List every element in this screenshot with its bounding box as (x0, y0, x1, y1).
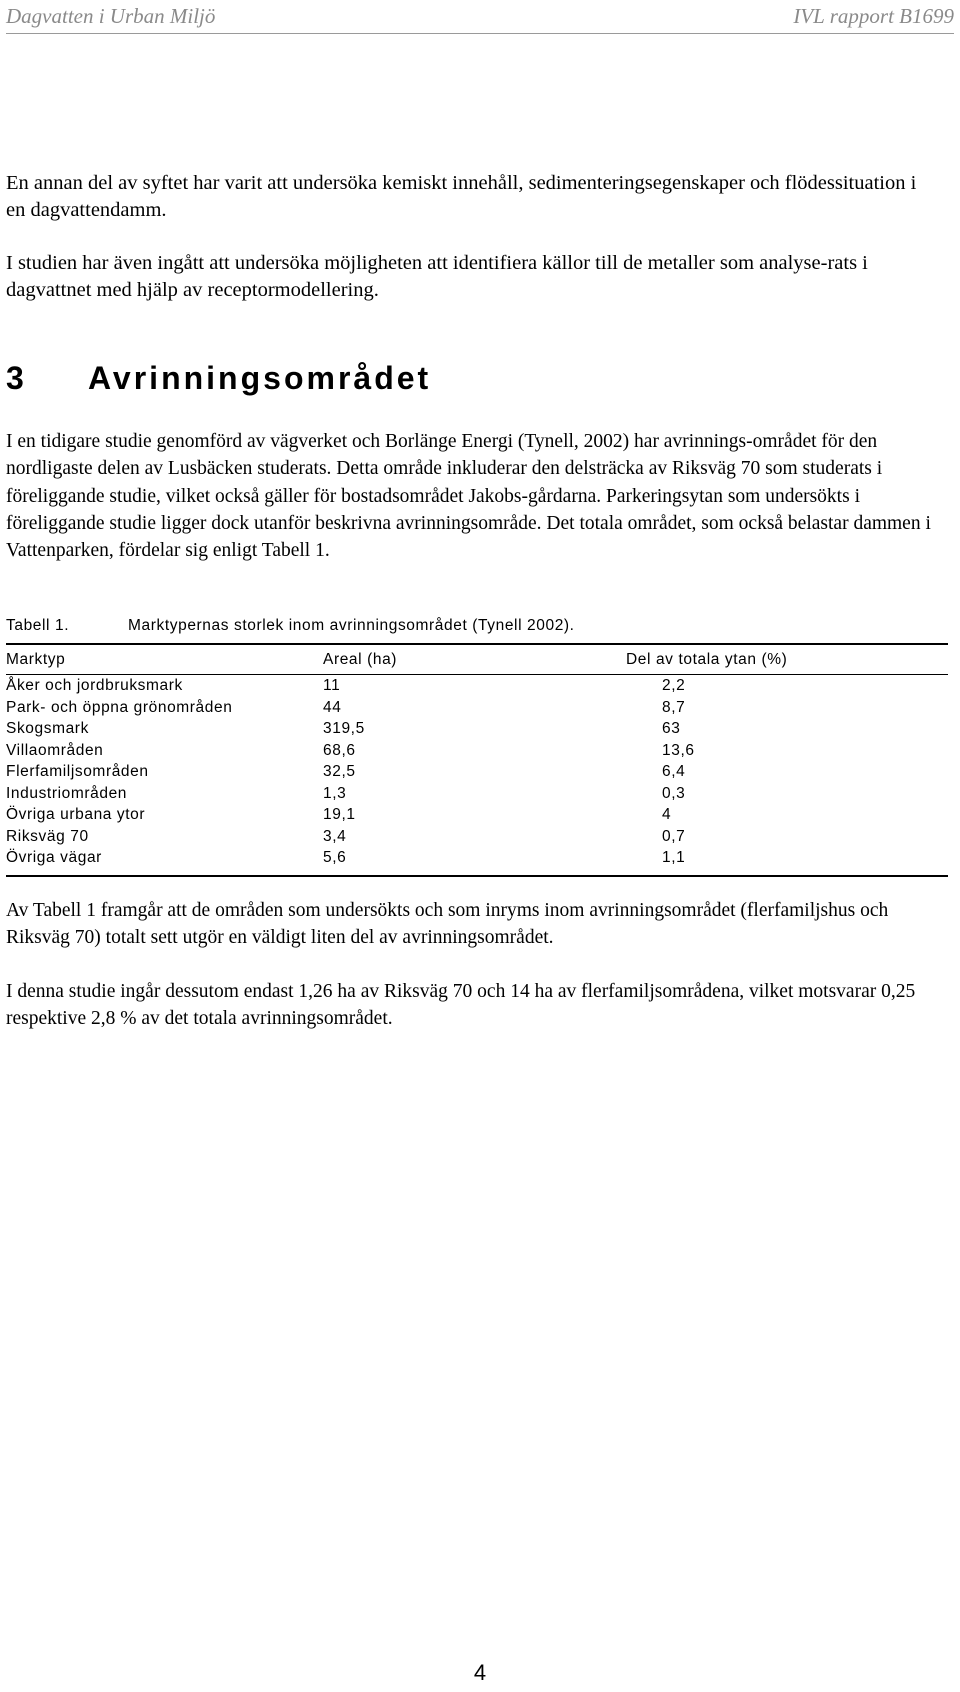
cell-marktyp: Skogsmark (6, 720, 89, 737)
table-row (6, 847, 948, 869)
cell-areal: 32,5 (323, 763, 356, 780)
cell-marktyp: Riksväg 70 (6, 827, 89, 845)
table-label: Tabell 1. (6, 617, 70, 634)
table-row (6, 718, 948, 740)
cell-del: 63 (662, 720, 681, 737)
table-row (6, 783, 948, 805)
table-row (6, 826, 948, 848)
cell-del: 6,4 (662, 763, 686, 780)
table-row (6, 675, 948, 697)
cell-del: 2,2 (662, 677, 686, 694)
cell-areal: 5,6 (323, 849, 347, 866)
header-report-title: Dagvatten i Urban Miljö (6, 4, 216, 28)
column-header-areal: Areal (ha) (323, 651, 398, 668)
table-row (6, 697, 948, 719)
cell-del: 13,6 (662, 741, 695, 759)
section-number: 3 (6, 360, 27, 396)
table-caption-text: Marktypernas storlek inom avrinningsområdet (Tynell 2002). (128, 617, 575, 634)
cell-areal: 11 (323, 677, 341, 694)
cell-areal: 19,1 (323, 806, 356, 823)
body-paragraph-1: En annan del av syftet har varit att undersöka kemiskt innehåll, sedimenteringsegenskaper och flödessituation i en dagvattendamm. (6, 172, 917, 221)
table-row (6, 761, 948, 783)
page-number: 4 (473, 1660, 487, 1685)
cell-marktyp: Övriga vägar (6, 849, 102, 866)
table-bottom-rule (6, 875, 948, 877)
cell-marktyp: Åker och jordbruksmark (6, 677, 183, 694)
section-heading (6, 360, 431, 397)
header-divider (6, 33, 954, 34)
land-use-table (6, 643, 948, 877)
table-header-row (6, 645, 948, 674)
cell-marktyp: Industriområden (6, 784, 128, 802)
cell-marktyp: Park- och öppna grönområden (6, 698, 233, 716)
column-header-marktyp: Marktyp (6, 651, 66, 668)
body-paragraph-2: I studien har även ingått att undersöka möjligheten att identifiera källor till de metaller som analyse-rats i dagvattnet med hjälp av receptormodellering. (6, 252, 868, 301)
cell-del: 0,3 (662, 784, 686, 802)
section-intro-paragraph: I en tidigare studie genomförd av vägverket och Borlänge Energi (Tynell, 2002) har avrinnings-området för den nordligaste delen av Lusbäcken studerats. Detta område inkluderar den delsträcka av Riksväg 70 som studerats i föreliggande studie, vilket också gäller för bostadsområdet Jakobs-gårdarna. Parkeringsytan som undersökts i föreliggande studie ligger dock utanför beskrivna avrinningsområde. Det totala området, som också belastar dammen i Vattenparken, fördelar sig enligt Tabell 1. (6, 431, 931, 562)
cell-del: 4 (662, 806, 672, 823)
table-row (6, 804, 948, 826)
body-paragraph-4: I denna studie ingår dessutom endast 1,26 ha av Riksväg 70 och 14 ha av flerfamiljsområdena, vilket motsvarar 0,25 respektive 2,8 % av det totala avrinningsområdet. (6, 981, 916, 1030)
cell-del: 0,7 (662, 827, 686, 845)
cell-marktyp: Flerfamiljsområden (6, 763, 149, 780)
cell-areal: 44 (323, 698, 342, 716)
column-header-del: Del av totala ytan (%) (626, 651, 788, 668)
page-header (0, 4, 960, 34)
cell-areal: 68,6 (323, 741, 356, 759)
table-row (6, 740, 948, 762)
cell-areal: 319,5 (323, 720, 365, 737)
cell-marktyp: Övriga urbana ytor (6, 806, 146, 823)
header-report-number: IVL rapport B1699 (793, 4, 954, 28)
cell-areal: 3,4 (323, 827, 347, 845)
table-caption (6, 617, 575, 635)
cell-del: 8,7 (662, 698, 686, 716)
cell-areal: 1,3 (323, 784, 347, 802)
cell-del: 1,1 (662, 849, 686, 866)
section-title: Avrinningsområdet (88, 360, 432, 396)
body-paragraph-3: Av Tabell 1 framgår att de områden som undersökts och som inryms inom avrinningsområdet (flerfamiljshus och Riksväg 70) totalt sett utgör en väldigt liten del av avrinningsområdet. (6, 900, 889, 949)
cell-marktyp: Villaområden (6, 741, 104, 759)
